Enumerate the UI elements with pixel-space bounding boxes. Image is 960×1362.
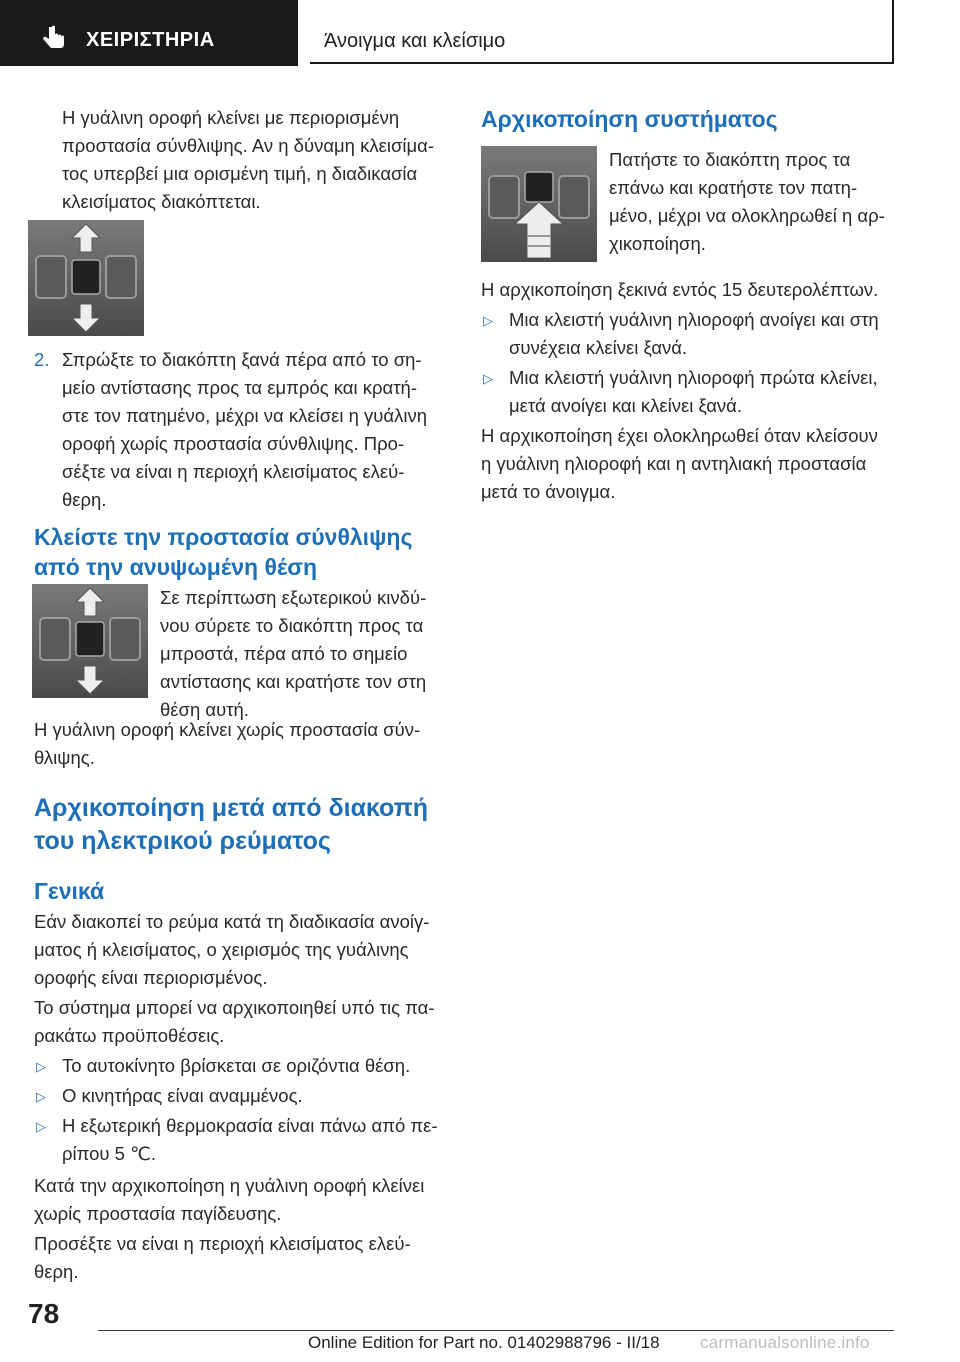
section-title: ΧΕΙΡΙΣΤΗΡΙΑ [86, 29, 215, 51]
heading-general: Γενικά [34, 878, 105, 904]
step-number: 2. [34, 349, 50, 370]
page-number: 78 [28, 1298, 60, 1329]
triangle-right-icon: ▷ [36, 1059, 46, 1074]
header-section-tab [0, 0, 298, 66]
init-done-text: Η αρχικοποίηση έχει ολοκληρωθεί όταν κλείσουν η γυάλινη ηλιοροφή και η αντηλιακή προστασία μετά το άνοιγμα. [481, 425, 878, 502]
close-protection-text: Σε περίπτωση εξωτερικού κινδύ- νου σύρετε το διακόπτη προς τα μπροστά, πέρα από το σημείο αντίστασης και κρατήστε τον στη θέση αυτή. [160, 587, 427, 720]
triangle-right-icon: ▷ [483, 371, 493, 386]
end-paragraph-1: Κατά την αρχικοποίηση η γυάλινη οροφή κλείνει χωρίς προστασία παγίδευσης. [34, 1175, 425, 1224]
switch-forward-figure [32, 584, 148, 698]
watermark-text: carmanualsonline.info [700, 1333, 870, 1352]
footer-divider [98, 1330, 894, 1331]
intro-paragraph: Η γυάλινη οροφή κλείνει με περιορισμένη προστασία σύνθλιψης. Αν η δύναμη κλεισίμα- τος υπερβεί μια ορισμένη τιμή, η διαδικασία κλεισίματος διακόπτεται. [62, 107, 435, 212]
heading-system-init: Αρχικοποίηση συστήματος [481, 106, 778, 132]
edition-text: Online Edition for Part no. 01402988796 - II/18 [308, 1333, 660, 1352]
triangle-right-icon: ▷ [36, 1089, 46, 1104]
step-2-text: Σπρώξτε το διακόπτη ξανά πέρα από το ση- μείο αντίστασης προς τα εμπρός και κρατή- στε τον πατημένο, μέχρι να κλείσει η γυάλινη οροφή χωρίς προστασία σύνθλιψης. Προ- σέξτε να είναι η περιοχή κλεισίματος ελεύ- θερη. [62, 349, 427, 510]
list-item: Μια κλειστή γυάλινη ηλιοροφή πρώτα κλείνει, μετά ανοίγει και κλείνει ξανά. [509, 367, 878, 416]
triangle-right-icon: ▷ [36, 1119, 46, 1134]
heading-close-protection: Κλείστε την προστασία σύνθλιψης από την ανυψωμένη θέση [34, 524, 413, 580]
general-paragraph-1: Εάν διακοπεί το ρεύμα κατά τη διαδικασία ανοίγ- ματος ή κλεισίματος, ο χειρισμός της γυάλινης οροφής είναι περιορισμένος. [34, 911, 430, 988]
init-start-text: Η αρχικοποίηση ξεκινά εντός 15 δευτερολέπτων. [481, 279, 879, 300]
system-init-text: Πατήστε το διακόπτη προς τα επάνω και κρατήστε τον πατη- μένο, μέχρι να ολοκληρωθεί η αρ- χικοποίηση. [609, 149, 885, 254]
triangle-right-icon: ▷ [483, 313, 493, 328]
list-item: Η εξωτερική θερμοκρασία είναι πάνω από πε- ρίπου 5 ℃. [62, 1115, 438, 1164]
chapter-header [310, 0, 894, 64]
list-item: Μια κλειστή γυάλινη ηλιοροφή ανοίγει και στη συνέχεια κλείνει ξανά. [509, 309, 879, 358]
hand-pointer-icon [40, 24, 68, 52]
list-item: Ο κινητήρας είναι αναμμένος. [62, 1085, 303, 1106]
heading-init-after-power: Αρχικοποίηση μετά από διακοπή του ηλεκτρικού ρεύματος [34, 794, 429, 855]
close-after-text: Η γυάλινη οροφή κλείνει χωρίς προστασία σύν- θλιψης. [34, 719, 421, 768]
list-item: Το αυτοκίνητο βρίσκεται σε οριζόντια θέση. [62, 1055, 411, 1076]
switch-close-figure [28, 220, 144, 336]
end-paragraph-2: Προσέξτε να είναι η περιοχή κλεισίματος ελεύ- θερη. [34, 1233, 411, 1282]
switch-up-figure [481, 146, 597, 262]
general-paragraph-2: Το σύστημα μπορεί να αρχικοποιηθεί υπό τις πα- ρακάτω προϋποθέσεις. [34, 997, 435, 1046]
chapter-title: Άνοιγμα και κλείσιμο [324, 30, 506, 52]
